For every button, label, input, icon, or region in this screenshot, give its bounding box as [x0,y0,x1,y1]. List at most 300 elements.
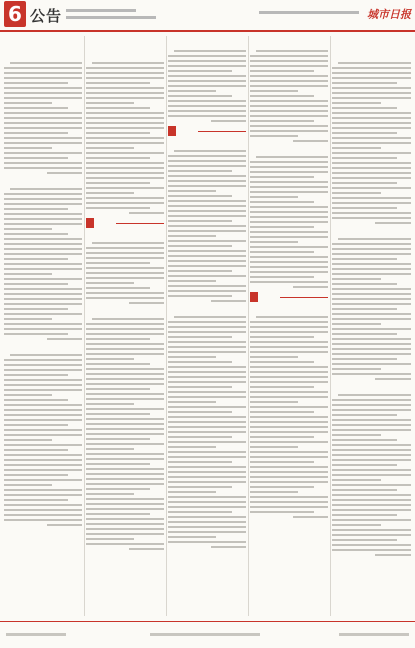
text-line [86,72,164,74]
text-line [332,529,411,531]
text-line [86,518,164,520]
text-line [4,494,82,496]
column-divider [166,36,167,616]
footer-line [339,633,409,636]
text-line [168,411,232,413]
text-line [168,285,246,287]
text-line [250,80,328,82]
text-line [86,107,150,109]
text-line [332,273,411,275]
text-line [332,348,411,350]
text-line [332,464,397,466]
text-line [4,519,82,521]
notice-heading [250,145,328,154]
text-line [86,393,164,395]
text-line [332,268,411,270]
text-line [168,80,246,82]
text-line [332,298,411,300]
text-line [4,228,52,230]
text-line [4,399,68,401]
masthead-date-line [66,9,136,12]
text-line [4,167,82,169]
text-line [250,281,328,283]
text-line [168,85,246,87]
text-line [92,242,164,244]
text-line [86,353,164,355]
signature-line [47,524,82,526]
text-line [168,496,246,498]
signature-line [293,140,328,142]
footer-line [6,633,66,636]
text-line [86,137,164,139]
text-line [250,391,328,393]
text-line [250,326,328,328]
text-line [4,223,82,225]
text-line [332,343,411,345]
text-line [4,293,82,295]
text-line [332,152,411,154]
text-line [332,534,411,536]
masthead [0,0,415,32]
signature-line [129,548,164,550]
text-line [168,110,246,112]
text-line [4,424,68,426]
text-line [168,250,246,252]
text-line [168,95,232,97]
notice-heading [4,343,82,352]
text-line [4,459,82,461]
text-line [168,115,246,117]
text-line [86,267,164,269]
text-line [4,218,82,220]
text-line [168,396,246,398]
text-line [250,426,328,428]
text-line [86,508,164,510]
text-line [332,524,381,526]
text-line [250,446,298,448]
text-line [250,196,298,198]
text-line [250,461,314,463]
text-line [4,248,82,250]
signature-line [375,554,411,556]
text-line [332,283,397,285]
text-line [86,473,164,475]
text-line [332,358,397,360]
text-line [332,147,381,149]
text-line [86,182,150,184]
text-line [86,172,164,174]
text-line [92,62,164,64]
text-line [86,468,164,470]
text-line [4,384,82,386]
text-line [168,245,232,247]
text-line [332,519,411,521]
text-line [332,353,411,355]
text-line [4,193,82,195]
text-line [4,238,82,240]
text-line [4,429,82,431]
text-line [86,202,164,204]
text-line [168,451,246,453]
masthead-editor-line [66,16,156,19]
text-line [4,414,82,416]
text-line [86,147,134,149]
text-line [168,326,246,328]
text-line [332,212,411,214]
text-line [10,354,82,356]
text-line [250,506,328,508]
text-line [168,351,246,353]
notice-heading [86,231,164,240]
text-line [86,187,164,189]
text-line [168,456,246,458]
text-line [4,499,68,501]
text-line [4,263,82,265]
text-line [4,333,68,335]
text-line [332,333,397,335]
text-line [4,313,82,315]
text-line [250,181,328,183]
text-line [168,195,232,197]
text-line [332,253,411,255]
text-line [332,494,411,496]
text-line [250,256,328,258]
text-line [4,359,82,361]
signature-line [211,300,246,302]
text-line [168,210,246,212]
text-line [86,67,164,69]
text-line [168,356,216,358]
text-line [4,127,82,129]
text-line [250,261,328,263]
text-line [250,251,314,253]
text-line [86,443,164,445]
section-banner-rule [280,297,328,298]
column-divider [248,36,249,616]
text-line [250,120,314,122]
text-line [168,516,246,518]
text-line [4,379,82,381]
text-line [4,87,82,89]
text-line [250,496,328,498]
text-line [250,436,314,438]
text-line [86,458,164,460]
text-line [250,191,328,193]
text-line [86,92,164,94]
notice-heading [86,307,164,316]
text-line [86,403,134,405]
text-line [168,321,246,323]
text-line [174,316,246,318]
text-line [4,374,68,376]
text-line [86,328,164,330]
text-line [4,203,82,205]
text-line [332,202,411,204]
text-line [168,511,232,513]
text-line [4,439,52,441]
text-line [86,428,164,430]
text-line [4,288,82,290]
text-line [332,368,381,370]
text-line [168,521,246,523]
text-line [168,170,232,172]
text-line [86,543,164,545]
section-banner [86,218,164,228]
text-line [86,343,164,345]
notice-heading [86,51,164,60]
text-line [332,439,397,441]
notice-heading [168,139,246,148]
text-line [332,303,411,305]
text-line [4,137,82,139]
signature-line [293,286,328,288]
text-line [92,318,164,320]
text-line [332,92,411,94]
text-line [338,394,411,396]
text-line [86,152,164,154]
text-line [4,469,82,471]
text-line [332,288,411,290]
text-line [4,484,52,486]
text-line [4,479,82,481]
text-line [332,373,411,375]
text-line [4,82,68,84]
text-line [250,70,314,72]
text-line [332,132,397,134]
text-line [168,270,232,272]
text-line [4,454,82,456]
text-line [250,486,314,488]
text-line [332,323,381,325]
text-line [332,544,411,546]
text-line [250,401,298,403]
text-line [4,122,82,124]
text-line [338,238,411,240]
text-line [86,378,164,380]
text-line [332,504,411,506]
text-line [250,125,328,127]
text-line [332,469,411,471]
text-line [168,90,216,92]
text-line [332,248,411,250]
text-line [86,533,164,535]
text-line [86,157,150,159]
text-line [332,449,411,451]
text-line [86,323,164,325]
text-line [168,481,246,483]
text-line [4,369,82,371]
text-line [86,122,164,124]
text-line [332,137,411,139]
text-line [168,215,246,217]
text-line [168,185,246,187]
text-line [250,491,298,493]
text-line [250,321,328,323]
text-line [86,287,150,289]
text-line [4,162,82,164]
text-line [250,85,328,87]
text-line [332,509,411,511]
text-line [86,247,164,249]
text-line [168,441,246,443]
text-line [86,77,164,79]
text-line [86,117,164,119]
text-line [86,297,164,299]
text-line [10,188,82,190]
signature-line [293,516,328,518]
text-line [4,303,82,305]
text-line [86,207,150,209]
text-line [250,60,328,62]
text-line [4,434,82,436]
text-line [332,484,411,486]
text-line [256,156,328,158]
text-line [168,255,246,257]
text-line [168,376,246,378]
text-line [250,221,328,223]
text-line [332,318,411,320]
text-line [332,399,411,401]
text-line [250,171,328,173]
text-line [250,55,328,57]
text-line [168,461,232,463]
text-line [250,411,314,413]
text-line [168,421,246,423]
text-line [250,366,328,368]
text-line [168,65,246,67]
text-line [168,366,246,368]
text-line [250,396,328,398]
text-line [4,208,68,210]
text-line [4,364,82,366]
article-column-3 [168,36,246,616]
text-line [250,511,314,513]
text-line [250,226,314,228]
text-line [168,476,246,478]
text-line [86,523,164,525]
text-line [332,243,411,245]
newspaper-logo: 城市日报 [367,8,411,21]
text-line [332,293,411,295]
text-line [168,240,246,242]
signature-line [47,172,82,174]
text-line [86,528,164,530]
text-line [168,466,246,468]
text-line [250,161,328,163]
text-line [4,198,82,200]
article-column-4 [250,36,328,616]
text-line [168,431,246,433]
page-footer [0,621,415,648]
section-banner-label [168,126,176,136]
text-line [4,147,52,149]
text-line [250,216,328,218]
text-line [250,346,328,348]
text-line [168,75,246,77]
text-line [332,363,411,365]
text-line [250,466,328,468]
text-line [86,257,164,259]
section-title: 公告 [30,7,63,25]
text-line [86,438,150,440]
text-line [86,388,150,390]
text-line [332,72,411,74]
text-line [86,433,164,435]
signature-line [211,546,246,548]
text-line [86,423,164,425]
text-line [332,162,411,164]
text-line [4,112,82,114]
notice-heading [250,305,328,314]
text-line [168,175,246,177]
text-line [168,260,246,262]
text-line [168,471,246,473]
text-line [86,177,164,179]
text-line [4,283,68,285]
text-line [250,231,328,233]
text-line [86,262,150,264]
text-line [86,418,164,420]
text-line [86,338,150,340]
text-line [168,331,246,333]
notice-heading [168,305,246,314]
text-line [168,105,246,107]
notice-heading [168,39,246,48]
text-line [86,272,164,274]
text-line [332,87,411,89]
signature-line [129,302,164,304]
text-line [4,273,52,275]
text-line [168,401,216,403]
text-line [4,233,68,235]
text-line [250,246,328,248]
text-line [250,441,328,443]
text-line [86,162,164,164]
section-banner-rule [198,131,246,132]
text-line [4,474,68,476]
text-line [86,112,164,114]
text-line [250,135,298,137]
text-line [86,408,164,410]
text-line [86,513,150,515]
text-line [332,328,411,330]
signature-line [375,378,411,380]
text-line [174,150,246,152]
text-line [250,266,328,268]
article-column-5 [332,36,411,616]
text-line [168,265,246,267]
text-line [250,381,328,383]
text-line [250,186,328,188]
text-line [332,489,397,491]
text-line [86,538,134,540]
text-line [4,132,68,134]
text-line [250,406,328,408]
text-line [86,197,164,199]
text-line [250,361,314,363]
text-line [332,424,411,426]
text-line [250,65,328,67]
text-line [332,434,381,436]
text-line [86,488,150,490]
text-line [168,346,246,348]
text-line [86,102,134,104]
text-line [4,509,82,511]
text-line [168,491,216,493]
text-line [4,308,68,310]
text-line [332,182,397,184]
text-line [332,157,397,159]
